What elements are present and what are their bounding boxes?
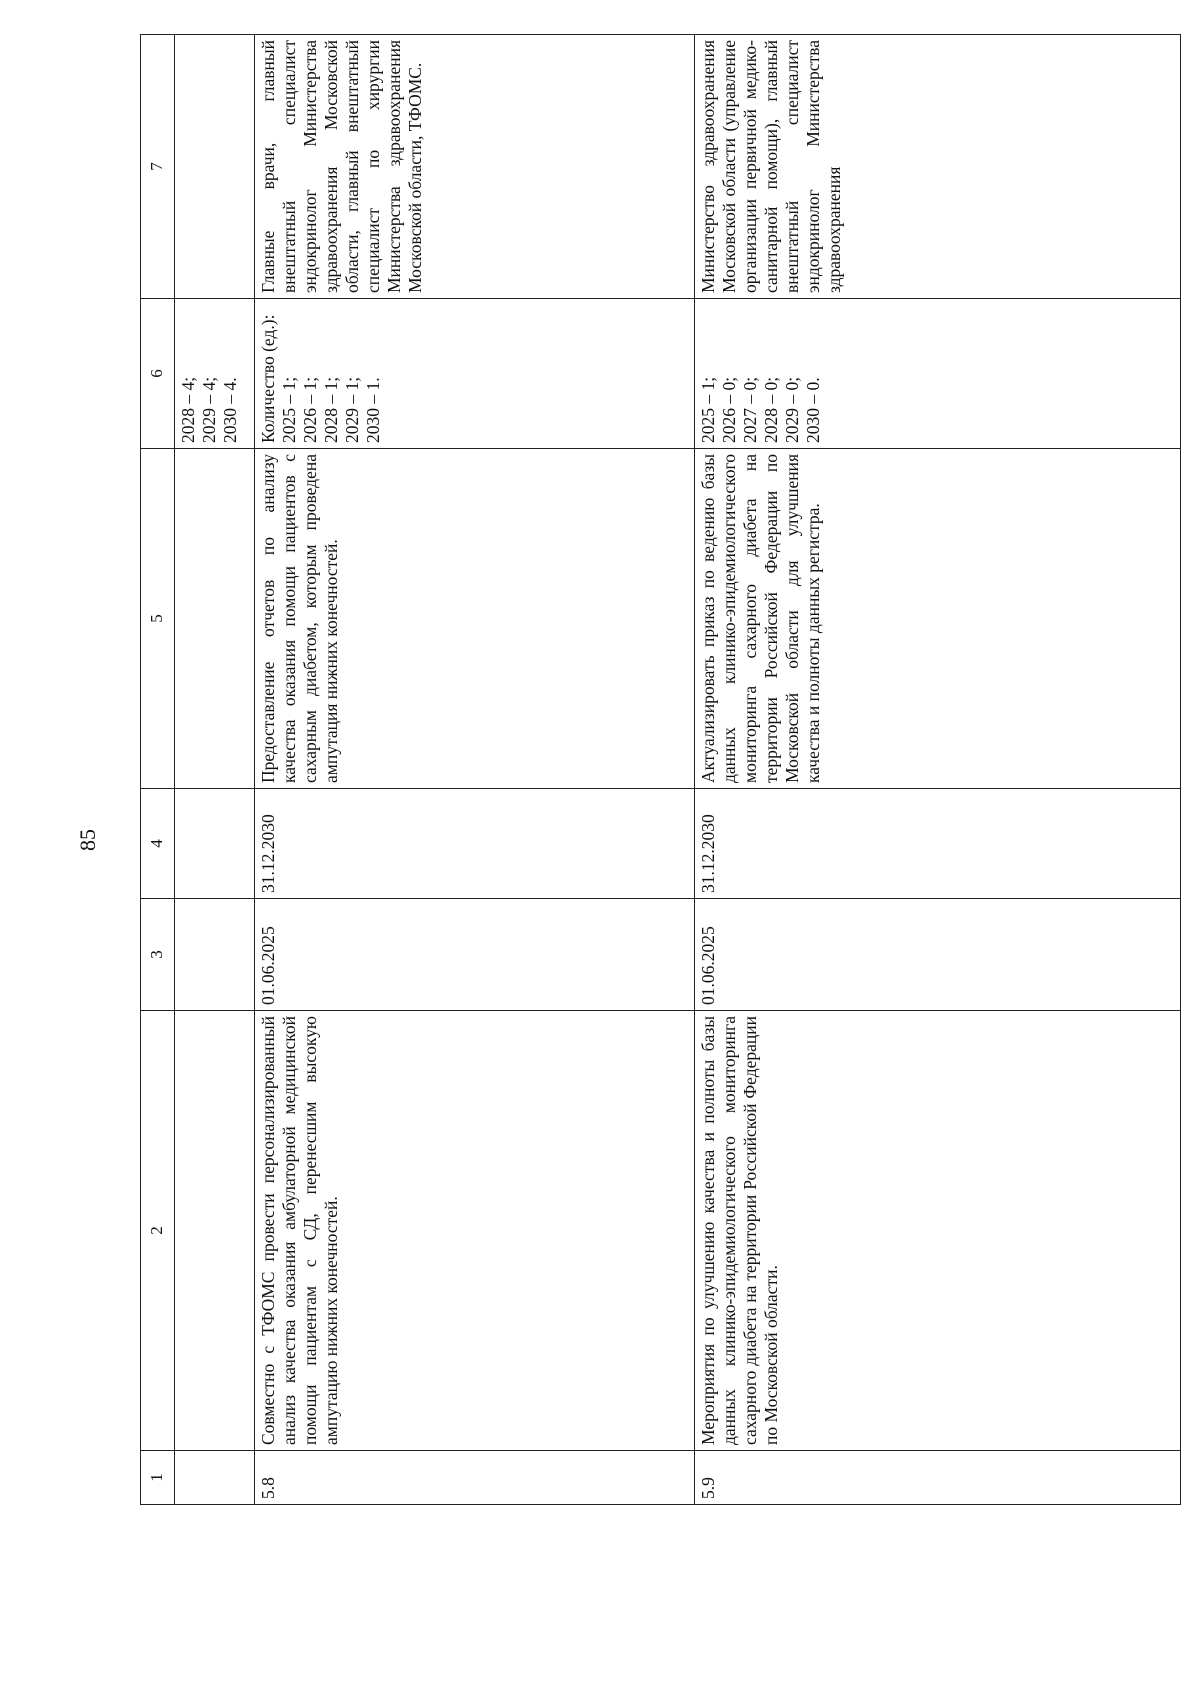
indicator-line: 2028 – 1;	[321, 376, 341, 443]
rotated-table-wrapper	[140, 35, 1180, 1505]
indicator-line: Количество (ед.):	[258, 314, 278, 443]
indicator-line: 2029 – 4;	[199, 376, 219, 443]
indicator-line: 2025 – 1;	[279, 376, 299, 443]
header-col-3: 3	[141, 899, 175, 1011]
table-row	[255, 35, 695, 1505]
indicator-cell	[255, 299, 695, 449]
indicator-line: 2028 – 4;	[178, 376, 198, 443]
indicator-line: 2025 – 1;	[698, 376, 718, 443]
indicator-line: 2026 – 0;	[719, 376, 739, 443]
row-number: 5.9	[695, 1451, 1181, 1505]
indicator-line: 2027 – 0;	[740, 376, 760, 443]
indicator-line: 2030 – 0.	[803, 377, 823, 443]
indicator-line: 2029 – 1;	[342, 376, 362, 443]
table-row	[695, 35, 1181, 1505]
header-col-4: 4	[141, 789, 175, 899]
header-col-1: 1	[141, 1451, 175, 1505]
indicator-line: 2028 – 0;	[761, 376, 781, 443]
indicator-cell	[695, 299, 1181, 449]
indicator-line: 2030 – 4.	[220, 377, 240, 443]
indicator-line: 2026 – 1;	[300, 376, 320, 443]
end-date-cell: 31.12.2030	[695, 789, 1181, 899]
header-col-5: 5	[141, 449, 175, 789]
end-date-cell: 31.12.2030	[255, 789, 695, 899]
start-date-cell: 01.06.2025	[695, 899, 1181, 1011]
header-col-6: 6	[141, 299, 175, 449]
measure-cell: Совместно с ТФОМС провести персонализированный анализ качества оказания амбулаторной медицинской помощи пациентам с СД, перенесшим высокую ампутацию нижних конечностей.	[255, 1011, 695, 1451]
indicator-line: 2029 – 0;	[782, 376, 802, 443]
header-row	[141, 35, 175, 1505]
result-cell: Актуализировать приказ по ведению базы данных клинико-эпидемиологического мониторинга сахарного диабета на территории Российской Федерации по Московской области для улучшения качества и полноты данных регистра.	[695, 449, 1181, 789]
row-number: 5.8	[255, 1451, 695, 1505]
header-col-2: 2	[141, 1011, 175, 1451]
continuation-indicator-cell	[175, 299, 255, 449]
continuation-row	[175, 35, 255, 1505]
header-col-7: 7	[141, 35, 175, 299]
start-date-cell: 01.06.2025	[255, 899, 695, 1011]
responsible-cell: Министерство здравоохранения Московской области (управление организации первичной медико-санитарной помощи), главный внештатный специалист эндокринолог Министерства здравоохранения	[695, 35, 1181, 299]
plan-table	[140, 34, 1181, 1505]
page-number: 85	[75, 829, 100, 851]
indicator-line: 2030 – 1.	[363, 377, 383, 443]
result-cell: Предоставление отчетов по анализу качества оказания помощи пациентов с сахарным диабетом, которым проведена ампутация нижних конечностей.	[255, 449, 695, 789]
responsible-cell: Главные врачи, главный внештатный специалист эндокринолог Министерства здравоохранения Московской области, главный внештатный специалист по хирургии Министерства здравоохранения Московской области, ТФОМС.	[255, 35, 695, 299]
measure-cell: Мероприятия по улучшению качества и полноты базы данных клинико-эпидемиологического мониторинга сахарного диабета на территории Российской Федерации по Московской области.	[695, 1011, 1181, 1451]
